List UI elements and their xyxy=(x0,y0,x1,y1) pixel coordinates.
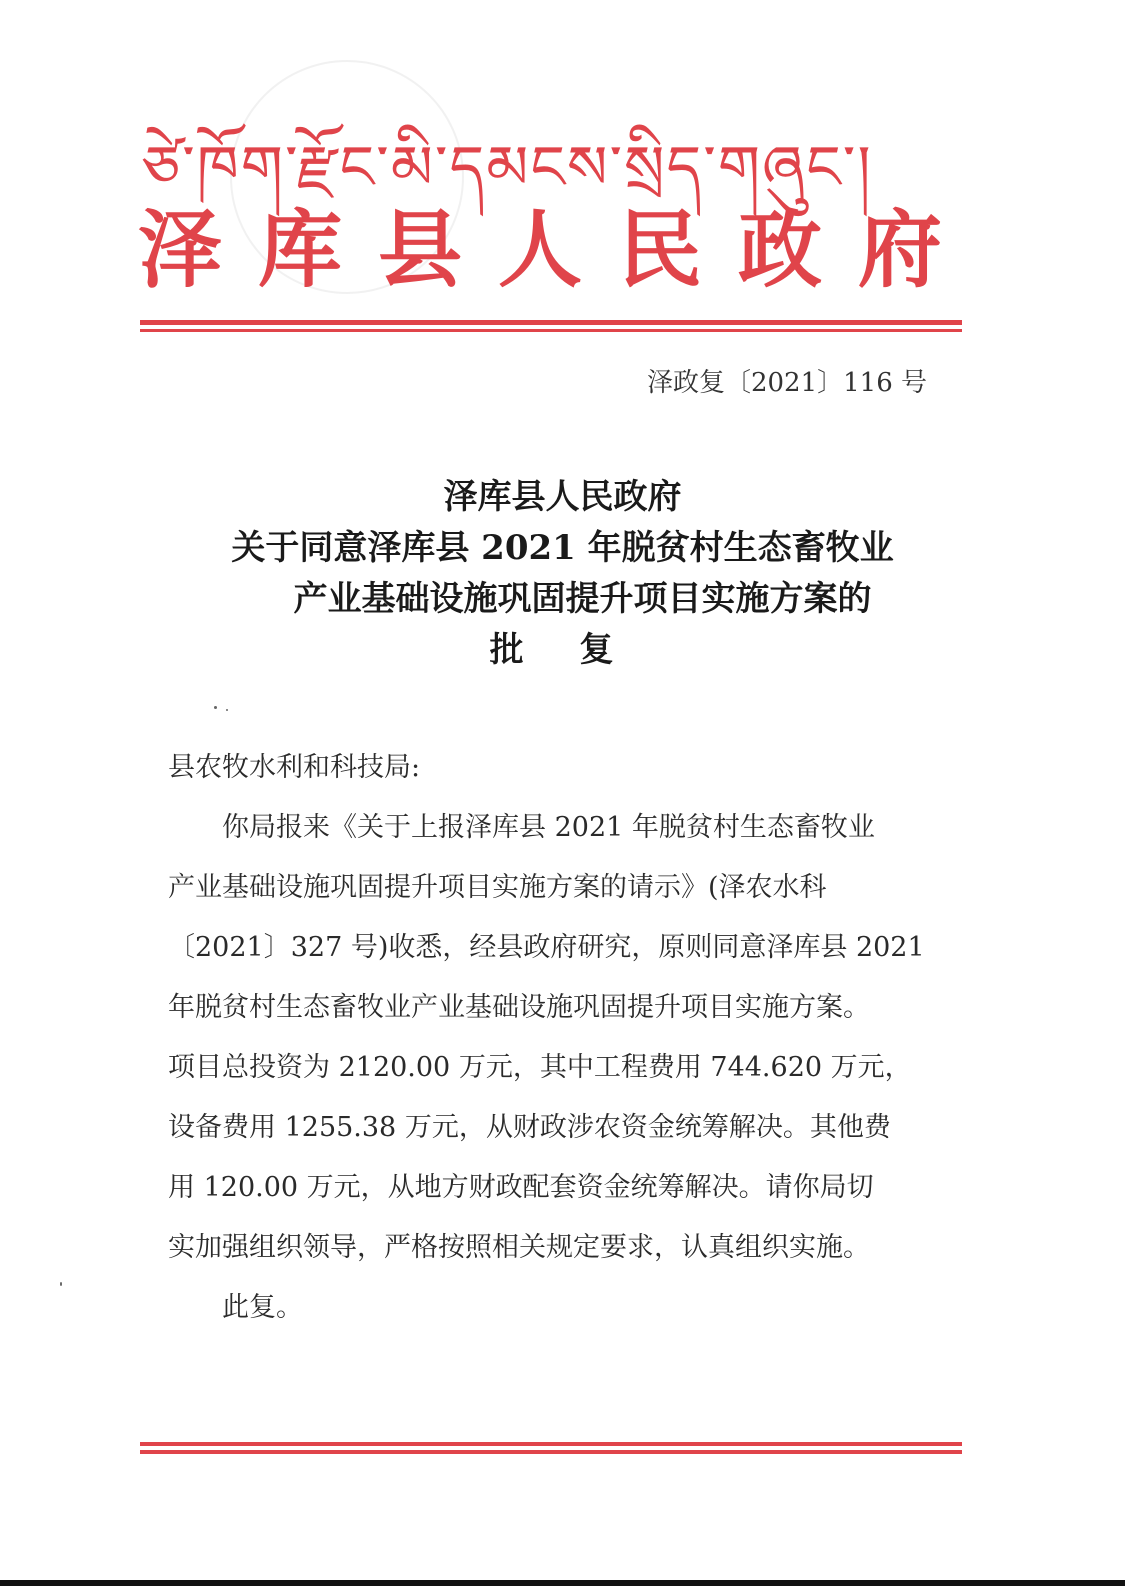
heading-line-3: 产业基础设施巩固提升项目实施方案的 xyxy=(293,579,872,619)
document-number: 泽政复〔2021〕116 号 xyxy=(646,368,927,398)
document-heading xyxy=(100,472,1025,676)
letterhead-chinese-name: 泽库县人民政府 xyxy=(138,201,979,299)
red-rule-thin-line xyxy=(140,1450,962,1454)
scan-edge-shadow xyxy=(0,1580,1125,1586)
letterhead-red-rule xyxy=(140,320,962,334)
scan-speck xyxy=(226,709,228,711)
red-rule-thin-line xyxy=(140,329,962,332)
body-line: 实加强组织领导，严格按照相关规定要求，认真组织实施。 xyxy=(168,1232,870,1263)
red-rule-thick-line xyxy=(140,320,962,325)
addressee: 县农牧水利和科技局: xyxy=(168,752,421,783)
heading-line-2: 关于同意泽库县 2021 年脱贫村生态畜牧业 xyxy=(231,528,894,568)
letterhead-tibetan-name: ཙེ་ཁོག་རྫོང་མི་དམངས་སྲིད་གཞུང་། xyxy=(142,133,873,203)
closing-line: 此复。 xyxy=(222,1292,303,1323)
body-line: 〔2021〕327 号)收悉，经县政府研究，原则同意泽库县 2021 xyxy=(168,932,925,963)
body-line: 项目总投资为 2120.00 万元，其中工程费用 744.620 万元， xyxy=(168,1052,912,1083)
document-body xyxy=(168,738,948,1338)
body-line: 用 120.00 万元，从地方财政配套资金统筹解决。请你局切 xyxy=(168,1172,874,1203)
heading-line-4: 批 复 xyxy=(489,630,636,670)
body-line: 产业基础设施巩固提升项目实施方案的请示》(泽农水科 xyxy=(168,872,827,903)
heading-line-1: 泽库县人民政府 xyxy=(443,477,682,517)
scan-speck xyxy=(60,1282,62,1286)
body-line: 年脱贫村生态畜牧业产业基础设施巩固提升项目实施方案。 xyxy=(168,992,870,1023)
body-line: 设备费用 1255.38 万元，从财政涉农资金统筹解决。其他费 xyxy=(168,1112,891,1143)
body-line: 你局报来《关于上报泽库县 2021 年脱贫村生态畜牧业 xyxy=(222,812,875,843)
footer-red-rule xyxy=(140,1442,962,1456)
red-rule-thick-line xyxy=(140,1442,962,1446)
scan-speck xyxy=(214,706,217,709)
